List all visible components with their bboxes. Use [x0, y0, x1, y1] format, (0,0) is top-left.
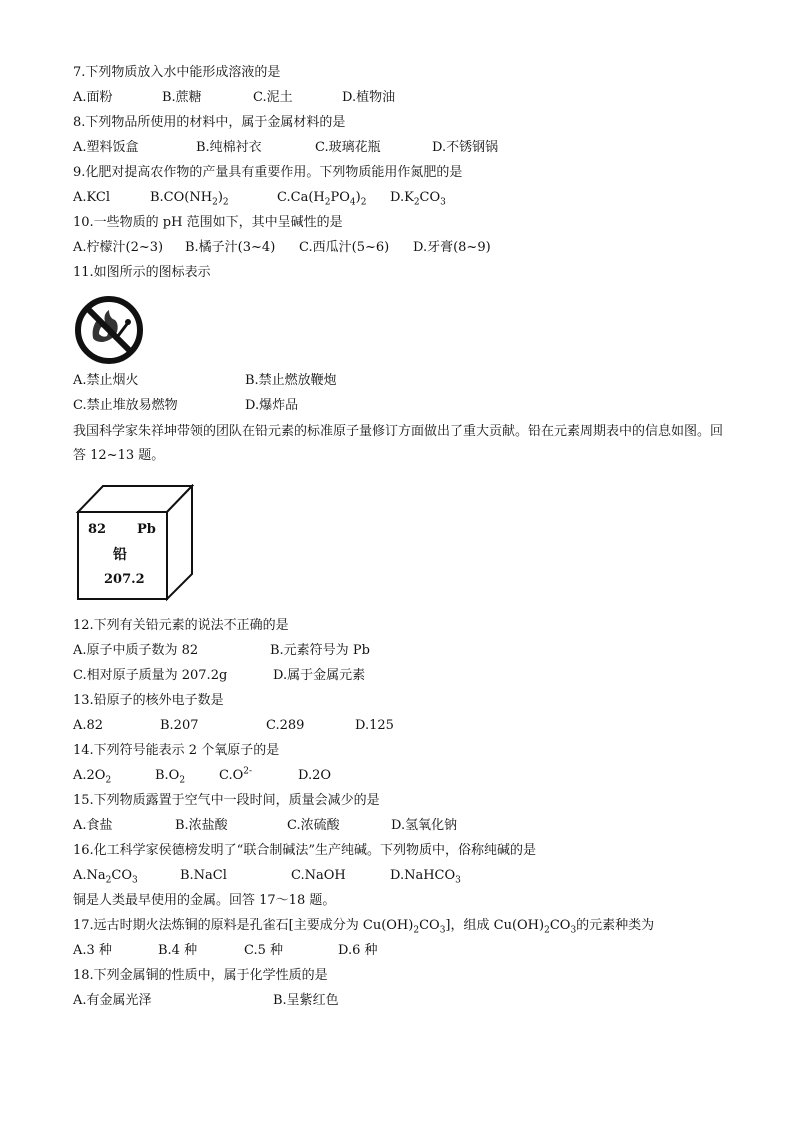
option-b: B.橘子汁(3~4): [185, 240, 276, 255]
element-symbol: Pb: [137, 522, 156, 537]
element-name: 铅: [113, 547, 127, 563]
lead-element-card: [75, 484, 195, 602]
prohibition-icon: [73, 294, 145, 366]
option-b: B.207: [160, 718, 199, 733]
option-a: $A.Na_2CO_3$: [73, 868, 138, 886]
option-a: A.原子中质子数为 82: [73, 643, 199, 658]
option-a: A.禁止烟火: [73, 373, 139, 388]
option-c: C.泥土: [253, 90, 293, 105]
option-c: C.289: [266, 718, 305, 733]
option-c: $C.O^{2-}$: [219, 766, 253, 783]
option-b: B.禁止燃放鞭炮: [245, 373, 337, 388]
option-c: C.5 种: [244, 943, 284, 958]
question-18-stem: 18.下列金属铜的性质中，属于化学性质的是: [73, 968, 328, 983]
atomic-number: 82: [88, 522, 107, 537]
question-13-stem: 13.铅原子的核外电子数是: [73, 693, 224, 708]
option-d: D.不锈钢锅: [432, 140, 499, 155]
no-fire-sign-icon: [73, 294, 145, 366]
option-d: D.爆炸品: [245, 398, 299, 413]
question-12-stem: 12.下列有关铅元素的说法不正确的是: [73, 618, 289, 633]
option-d: D.6 种: [338, 943, 378, 958]
option-c: C.NaOH: [291, 868, 346, 883]
intro-17-18: 铜是人类最早使用的金属。回答 17～18 题。: [73, 893, 336, 908]
option-d: D.NaHCO$_3$: [390, 868, 461, 886]
option-d: D.2O: [298, 768, 332, 783]
intro-12-13: 我国科学家朱祥坤带领的团队在铅元素的标准原子量修订方面做出了重大贡献。铅在元素周期表中的信息如图。回答 12~13 题。: [73, 424, 724, 463]
option-b: B.元素符号为 Pb: [270, 643, 370, 658]
option-a: A.食盐: [73, 818, 113, 833]
question-15-stem: 15.下列物质露置于空气中一段时间，质量会减少的是: [73, 793, 380, 808]
option-a: A.塑料饭盒: [73, 140, 139, 155]
question-10-stem: 10.一些物质的 pH 范围如下，其中呈碱性的是: [73, 215, 343, 230]
option-d: D.氢氧化钠: [391, 818, 458, 833]
question-8-stem: 8.下列物品所使用的材料中，属于金属材料的是: [73, 115, 346, 130]
question-17-stem: 17.远古时期火法炼铜的原料是孔雀石[主要成分为 $Cu(OH)_2CO_3$]，组成 $Cu(OH)_2CO_3$的元素种类为: [73, 918, 655, 936]
option-b: B.NaCl: [180, 868, 227, 883]
option-b: $B.CO(NH_2)_2$: [150, 190, 229, 208]
option-d: D.125: [355, 718, 394, 733]
option-a: A.面粉: [73, 90, 113, 105]
option-c: C.相对原子质量为 207.2g: [73, 668, 228, 683]
option-a: A.柠檬汁(2~3): [73, 240, 164, 255]
option-c: C.禁止堆放易燃物: [73, 398, 178, 413]
option-d: D.属于金属元素: [273, 668, 366, 683]
option-b: B.呈紫红色: [273, 993, 339, 1008]
option-a: $A.2O_2$: [73, 768, 112, 786]
option-b: B.4 种: [158, 943, 198, 958]
option-c: C.玻璃花瓶: [315, 140, 381, 155]
question-11-stem: 11.如图所示的图标表示: [73, 265, 211, 280]
question-16-stem: 16.化工科学家侯德榜发明了“联合制碱法”生产纯碱。下列物质中，俗称纯碱的是: [73, 843, 536, 858]
option-c: C.西瓜汁(5~6): [299, 240, 390, 255]
option-a: A.有金属光泽: [73, 993, 152, 1008]
question-14-stem: 14.下列符号能表示 2 个氧原子的是: [73, 743, 280, 758]
option-a: A.82: [73, 718, 104, 733]
option-d: D.植物油: [342, 90, 396, 105]
atomic-mass: 207.2: [104, 572, 145, 587]
option-d: D.牙膏(8~9): [413, 240, 491, 255]
option-c: C.浓硫酸: [287, 818, 340, 833]
option-b: B.蔗糖: [162, 90, 202, 105]
option-b: B.纯棉衬衣: [196, 140, 262, 155]
option-c: $C.Ca(H_2PO_4)_2$: [277, 190, 367, 208]
option-b: $B.O_2$: [155, 768, 186, 786]
question-7-stem: 7.下列物质放入水中能形成溶液的是: [73, 65, 281, 80]
option-a: A.KCl: [73, 190, 110, 205]
option-a: A.3 种: [73, 943, 112, 958]
question-9-stem: 9.化肥对提高农作物的产量具有重要作用。下列物质能用作氮肥的是: [73, 165, 463, 180]
option-d: $D.K_2CO_3$: [390, 190, 446, 208]
option-b: B.浓盐酸: [175, 818, 228, 833]
